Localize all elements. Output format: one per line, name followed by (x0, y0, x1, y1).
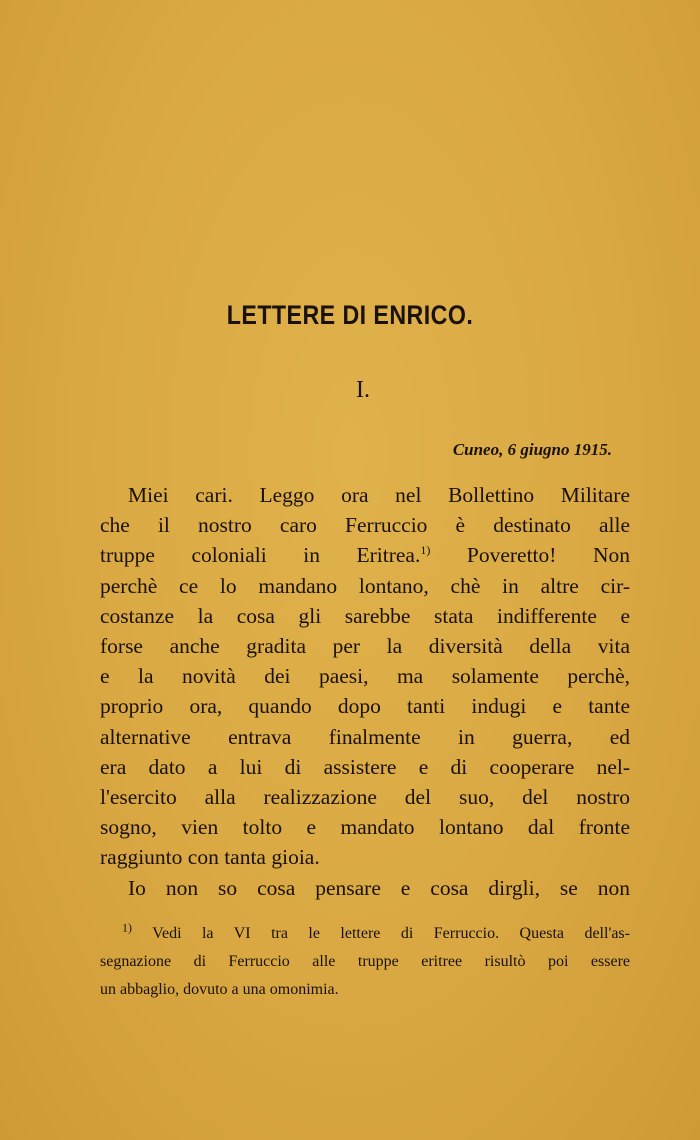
body-line: costanze la cosa gli sarebbe stata indifferente e (100, 603, 630, 628)
body-line: perchè ce lo mandano lontano, chè in altre cir- (100, 573, 630, 598)
footnote-marker: 1) (122, 920, 132, 935)
body-line: l'esercito alla realizzazione del suo, del nostro (100, 785, 630, 810)
body-line-with-footnote (100, 540, 630, 570)
dateline: Cuneo, 6 giugno 1915. (452, 440, 612, 459)
body-line-text: truppe coloniali in Eritrea. (100, 543, 421, 568)
letter-body (100, 480, 630, 903)
body-line: forse anche gradita per la diversità della vita (100, 634, 630, 659)
body-line: era dato a lui di assistere e di cooperare nel- (100, 754, 630, 779)
chapter-title: LETTERE DI ENRICO. (226, 300, 474, 330)
body-line: alternative entrava finalmente in guerra, ed (100, 724, 630, 749)
footnotes (100, 920, 630, 1004)
section-number: I. (356, 377, 370, 403)
body-line: sogno, vien tolto e mandato lontano dal fronte (100, 815, 630, 840)
body-line: che il nostro caro Ferruccio è destinato alle (100, 513, 630, 538)
footnote-line: segnazione di Ferruccio alle truppe eritree risultò poi essere (100, 953, 630, 970)
footnote-reference: 1) (420, 543, 431, 558)
body-line: e la novità dei paesi, ma solamente perchè, (100, 664, 630, 689)
footnote-line (100, 920, 630, 948)
body-line: Io non so cosa pensare e cosa dirgli, se non (128, 875, 630, 900)
body-line: proprio ora, quando dopo tanti indugi e tante (100, 694, 630, 719)
body-line-text: Poveretto! Non (430, 543, 630, 568)
footnote-line: un abbaglio, dovuto a una omonimia. (100, 981, 339, 998)
body-line: raggiunto con tanta gioia. (100, 845, 320, 870)
footnote-text: Vedi la VI tra le lettere di Ferruccio. Questa dell'as- (152, 925, 630, 942)
body-line: Miei cari. Leggo ora nel Bollettino Militare (128, 483, 630, 507)
